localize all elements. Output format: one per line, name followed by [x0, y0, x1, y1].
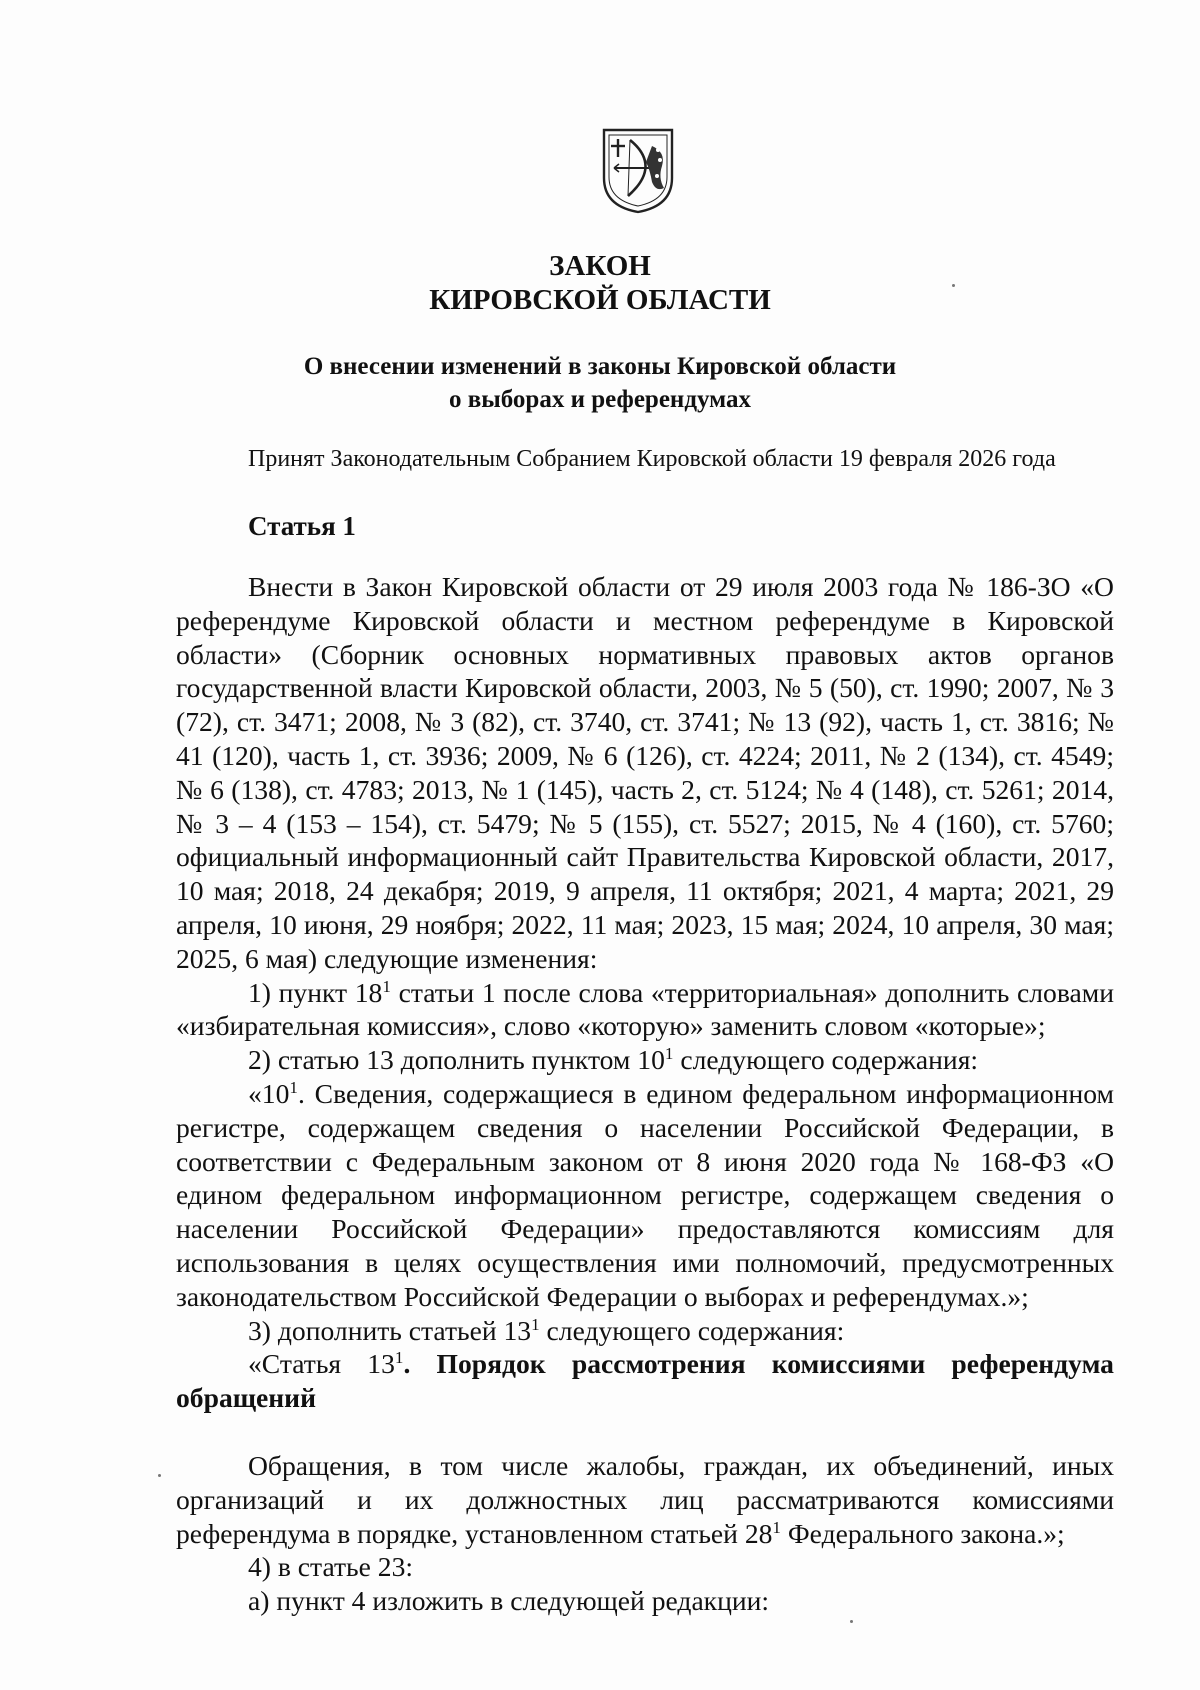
item-3-superscript: 1: [531, 1314, 540, 1334]
item-4a-paragraph: а) пункт 4 изложить в следующей редакции:: [248, 1585, 770, 1617]
item-1-text: статьи 1 после слова «территориальная» дополнить словами «избирательная комиссия», слово «которую» заменить словом «которые»;: [176, 976, 1114, 1042]
law-title-line-1: ЗАКОН: [549, 250, 651, 282]
item-2-paragraph: [176, 1043, 1114, 1077]
coat-of-arms-icon: [600, 126, 676, 214]
item-1-superscript: 1: [382, 976, 391, 996]
article-body: [176, 570, 1114, 1618]
appeals-superscript: 1: [772, 1517, 781, 1537]
article-intro-paragraph: Внести в Закон Кировской области от 29 июля 2003 года № 186-ЗО «О референдуме Кировской области и местном референдуме в Кировской области» (Сборник основных нормативных правовых актов органов государственной власти Кировской области, 2003, № 5 (50), ст. 1990; 2007, № 3 (72), ст. 3471; 2008, № 3 (82), ст. 3740, ст. 3741; № 13 (92), часть 1, ст. 3816; № 41 (120), часть 1, ст. 3936; 2009, № 6 (126), ст. 4224; 2011, № 2 (134), ст. 4549; № 6 (138), ст. 4783; 2013, № 1 (145), часть 2, ст. 5124; № 4 (148), ст. 5261; 2014, № 3 – 4 (153 – 154), ст. 5479; № 5 (155), ст. 5527; 2015, № 4 (160), ст. 5760; официальный информационный сайт Правительства Кировской области, 2017, 10 мая; 2018, 24 декабря; 2019, 9 апреля, 11 октября; 2021, 4 марта; 2021, 29 апреля, 10 июня, 29 ноября; 2022, 11 мая; 2023, 15 мая; 2024, 10 апреля, 30 мая; 2025, 6 мая) следующие изменения:: [176, 571, 1114, 974]
adoption-note: Принят Законодательным Собранием Кировской области 19 февраля 2026 года: [248, 446, 1056, 472]
item-1-prefix: 1) пункт 18: [248, 976, 383, 1008]
item-2-superscript: 1: [664, 1044, 674, 1064]
scan-speck: [158, 1474, 161, 1477]
appeals-paragraph: [176, 1449, 1114, 1550]
item-2-quoted-superscript: 1: [289, 1078, 298, 1098]
article-heading: Статья 1: [248, 511, 356, 541]
new-article-title: . Порядок рассмотрения комиссиями референдума обращений: [176, 1348, 1114, 1414]
law-subject-line-1: О внесении изменений в законы Кировской области: [303, 353, 897, 380]
appeals-prefix: Обращения, в том числе жалобы, граждан, их объединений, иных организаций и их должностных лиц рассматриваются комиссиями референдума в порядке, установленном статьей 28: [176, 1449, 1114, 1549]
item-3-prefix: 3) дополнить статьей 13: [248, 1314, 532, 1346]
item-3-paragraph: [176, 1314, 1114, 1348]
new-article-superscript: 1: [394, 1348, 404, 1368]
law-subject-line-2: о выборах и референдумах: [448, 386, 752, 413]
appeals-text: Федерального закона.»;: [780, 1517, 1065, 1549]
item-4-paragraph: 4) в статье 23:: [248, 1551, 414, 1583]
item-2-prefix: 2) статью 13 дополнить пунктом 10: [248, 1044, 665, 1076]
item-3-text: следующего содержания:: [539, 1314, 845, 1346]
item-2-quoted-prefix: «10: [248, 1077, 290, 1109]
item-2-text: следующего содержания:: [673, 1044, 979, 1076]
new-article-prefix: «Статья 13: [248, 1348, 395, 1380]
scan-speck: [952, 284, 955, 287]
scan-speck: [850, 1620, 853, 1623]
item-2-quoted-paragraph: [176, 1077, 1114, 1314]
law-title-line-2: КИРОВСКОЙ ОБЛАСТИ: [429, 284, 771, 316]
item-2-quoted-text: . Сведения, содержащиеся в едином федеральном информационном регистре, содержащем сведения о населении Российской Федерации, в соответствии с Федеральным законом от 8 июня 2020 года № 168-ФЗ «О едином федеральном информационном регистре, содержащем сведения о населении Российской Федерации» предоставляются комиссиям для использования в целях осуществления ими полномочий, предусмотренных законодательством Российской Федерации о выборах и референдумах.»;: [176, 1077, 1114, 1312]
item-1-paragraph: [176, 976, 1114, 1044]
new-article-heading: [176, 1347, 1114, 1415]
